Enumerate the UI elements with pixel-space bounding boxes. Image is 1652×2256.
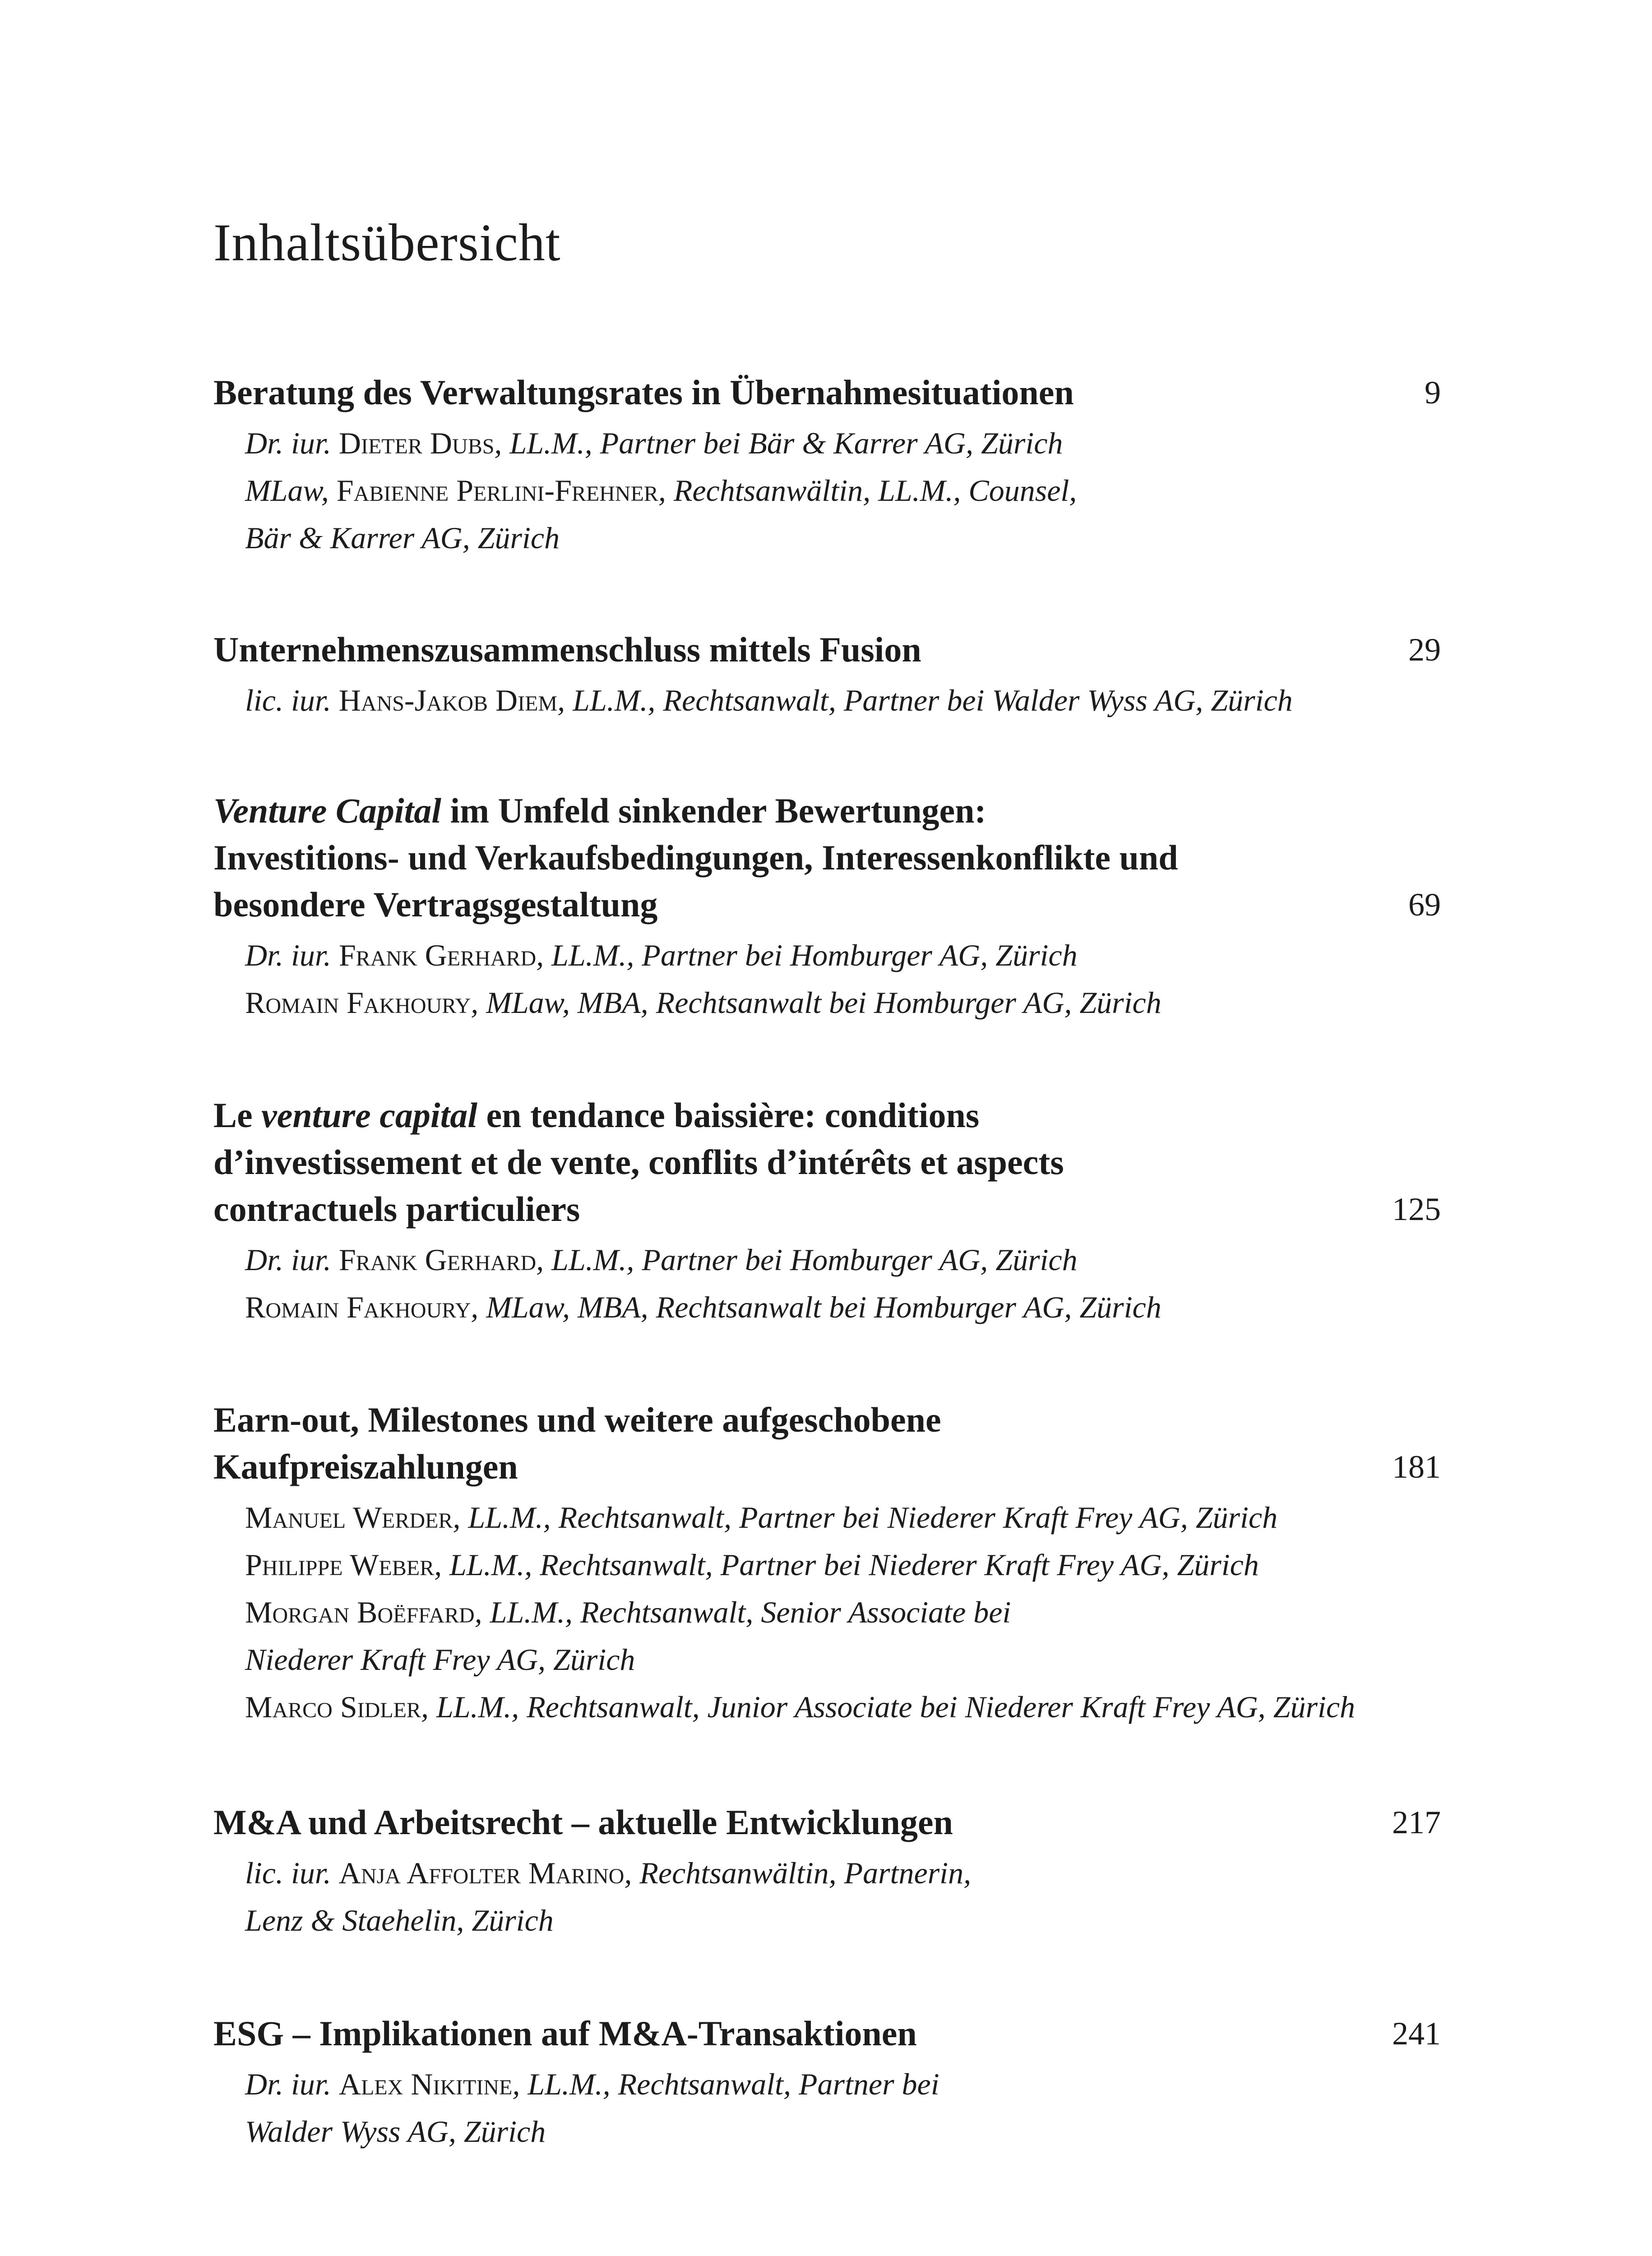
author-text: Dr. iur. xyxy=(245,1243,339,1277)
author-line xyxy=(245,2061,1441,2108)
entry-title-line xyxy=(213,1396,1369,1443)
entry-authors xyxy=(245,2061,1441,2155)
entry-authors xyxy=(245,1236,1441,1331)
entry-title-line xyxy=(213,1186,1369,1233)
author-text: , MLaw, MBA, Rechtsanwalt bei Homburger AG, Zürich xyxy=(471,1290,1161,1324)
author-text: , Rechtsanwältin, LL.M., Counsel, xyxy=(658,473,1077,508)
author-line xyxy=(245,1589,1441,1636)
entry-title-line xyxy=(213,1443,1369,1490)
author-line xyxy=(245,1236,1441,1284)
author-text: , LL.M., Partner bei Homburger AG, Zürich xyxy=(536,1243,1078,1277)
author-name: Alex Nikitine xyxy=(338,2067,513,2101)
author-name: Romain Fakhoury xyxy=(245,985,471,1020)
author-name: Marco Sidler xyxy=(245,1690,421,1724)
entry-authors xyxy=(245,932,1441,1026)
author-text: Dr. iur. xyxy=(245,2067,339,2101)
author-name: Frank Gerhard xyxy=(338,1243,537,1277)
author-text: Lenz & Staehelin, Zürich xyxy=(245,1903,554,1937)
entry-title-text: besondere Vertragsgestaltung xyxy=(213,885,658,924)
toc-entry xyxy=(213,2010,1441,2155)
entry-title-text: Earn-out, Milestones und weitere aufgeschobene xyxy=(213,1400,941,1439)
entry-title-text: Venture Capital xyxy=(213,791,441,830)
author-text: , LL.M., Rechtsanwalt, Partner bei Niederer Kraft Frey AG, Zürich xyxy=(434,1548,1259,1582)
entry-authors xyxy=(245,1494,1441,1731)
entry-title xyxy=(213,369,1441,416)
author-text: Dr. iur. xyxy=(245,938,339,972)
author-line xyxy=(245,1284,1441,1331)
entry-title-text: im Umfeld sinkender Bewertungen: xyxy=(441,791,986,830)
entry-title-line xyxy=(213,626,1369,673)
page-number: 69 xyxy=(1408,887,1441,923)
author-line xyxy=(245,1897,1441,1944)
author-line xyxy=(245,979,1441,1026)
entry-title-text: contractuels particuliers xyxy=(213,1189,580,1229)
entry-title-line xyxy=(213,369,1369,416)
author-text: Bär & Karrer AG, Zürich xyxy=(245,521,560,555)
toc-entry xyxy=(213,369,1441,562)
entry-title-text: Beratung des Verwaltungsrates in Übernahmesituationen xyxy=(213,373,1074,412)
author-line xyxy=(245,1494,1441,1541)
author-text: Walder Wyss AG, Zürich xyxy=(245,2114,546,2149)
author-name: Hans-Jakob Diem xyxy=(338,683,558,717)
toc-entry xyxy=(213,1092,1441,1331)
author-name: Dieter Dubs xyxy=(338,426,495,460)
entry-title xyxy=(213,626,1441,673)
entry-title-text: Investitions- und Verkaufsbedingungen, Interessenkonflikte und xyxy=(213,838,1178,877)
entry-authors xyxy=(245,677,1441,724)
author-text: , LL.M., Rechtsanwalt, Partner bei Walder Wyss AG, Zürich xyxy=(557,683,1293,717)
author-line xyxy=(245,1849,1441,1897)
page-number: 181 xyxy=(1392,1449,1441,1485)
entry-title xyxy=(213,1092,1441,1233)
author-line xyxy=(245,1683,1441,1731)
author-text: , LL.M., Rechtsanwalt, Partner bei Niederer Kraft Frey AG, Zürich xyxy=(453,1500,1278,1535)
toc-entry xyxy=(213,1396,1441,1731)
entry-title-text: en tendance baissière: conditions xyxy=(477,1096,980,1135)
page-title: Inhaltsübersicht xyxy=(213,213,561,272)
entry-title-text: d’investissement et de vente, conflits d’intérêts et aspects xyxy=(213,1142,1064,1182)
entry-title xyxy=(213,2010,1441,2057)
entry-authors xyxy=(245,420,1441,562)
entry-title-line xyxy=(213,1799,1369,1846)
entry-title-line xyxy=(213,1139,1369,1186)
author-text: lic. iur. xyxy=(245,1856,339,1890)
entry-title-line xyxy=(213,2010,1369,2057)
author-text: , LL.M., Rechtsanwalt, Partner bei xyxy=(512,2067,939,2101)
author-name: Manuel Werder xyxy=(245,1500,453,1535)
author-name: Philippe Weber xyxy=(245,1548,435,1582)
author-text: , MLaw, MBA, Rechtsanwalt bei Homburger AG, Zürich xyxy=(471,985,1161,1020)
author-line xyxy=(245,420,1441,467)
page-number: 125 xyxy=(1392,1191,1441,1227)
author-text: , LL.M., Partner bei Bär & Karrer AG, Zürich xyxy=(494,426,1063,460)
author-line xyxy=(245,932,1441,979)
entry-title-text: Unternehmenszusammenschluss mittels Fusion xyxy=(213,630,921,669)
entry-title-text: venture capital xyxy=(261,1096,477,1135)
author-name: Morgan Boëffard xyxy=(245,1595,475,1629)
author-line xyxy=(245,467,1441,514)
author-line xyxy=(245,2108,1441,2155)
page-number: 241 xyxy=(1392,2016,1441,2052)
entry-authors xyxy=(245,1849,1441,1944)
author-name: Anja Affolter Marino xyxy=(338,1856,625,1890)
entry-title-text: ESG – Implikationen auf M&A-Transaktionen xyxy=(213,2014,917,2053)
author-name: Fabienne Perlini-Frehner xyxy=(336,473,658,508)
page-number: 217 xyxy=(1392,1804,1441,1840)
page-number: 9 xyxy=(1425,374,1441,411)
entry-title xyxy=(213,1799,1441,1846)
entry-title-line xyxy=(213,881,1369,928)
author-text: Dr. iur. xyxy=(245,426,339,460)
author-text: , LL.M., Rechtsanwalt, Junior Associate bei Niederer Kraft Frey AG, Zürich xyxy=(421,1690,1356,1724)
entry-title-text: M&A und Arbeitsrecht – aktuelle Entwicklungen xyxy=(213,1803,953,1842)
toc-entry xyxy=(213,787,1441,1026)
toc-entry xyxy=(213,626,1441,724)
author-name: Frank Gerhard xyxy=(338,938,537,972)
author-text: , LL.M., Partner bei Homburger AG, Zürich xyxy=(536,938,1078,972)
entry-title xyxy=(213,787,1441,928)
author-line xyxy=(245,677,1441,724)
author-text: lic. iur. xyxy=(245,683,339,717)
entry-title xyxy=(213,1396,1441,1490)
author-name: Romain Fakhoury xyxy=(245,1290,471,1324)
page-number: 29 xyxy=(1408,632,1441,668)
author-text: MLaw, xyxy=(245,473,337,508)
author-text: Niederer Kraft Frey AG, Zürich xyxy=(245,1642,635,1677)
author-text: , Rechtsanwältin, Partnerin, xyxy=(624,1856,972,1890)
author-line xyxy=(245,1541,1441,1589)
entry-title-line xyxy=(213,1092,1369,1139)
author-line xyxy=(245,514,1441,562)
entry-title-line xyxy=(213,787,1369,834)
entry-title-text: Kaufpreiszahlungen xyxy=(213,1447,518,1486)
author-line xyxy=(245,1636,1441,1683)
toc-entry xyxy=(213,1799,1441,1944)
entry-title-text: Le xyxy=(213,1096,262,1135)
author-text: , LL.M., Rechtsanwalt, Senior Associate bei xyxy=(474,1595,1011,1629)
entry-title-line xyxy=(213,834,1369,881)
